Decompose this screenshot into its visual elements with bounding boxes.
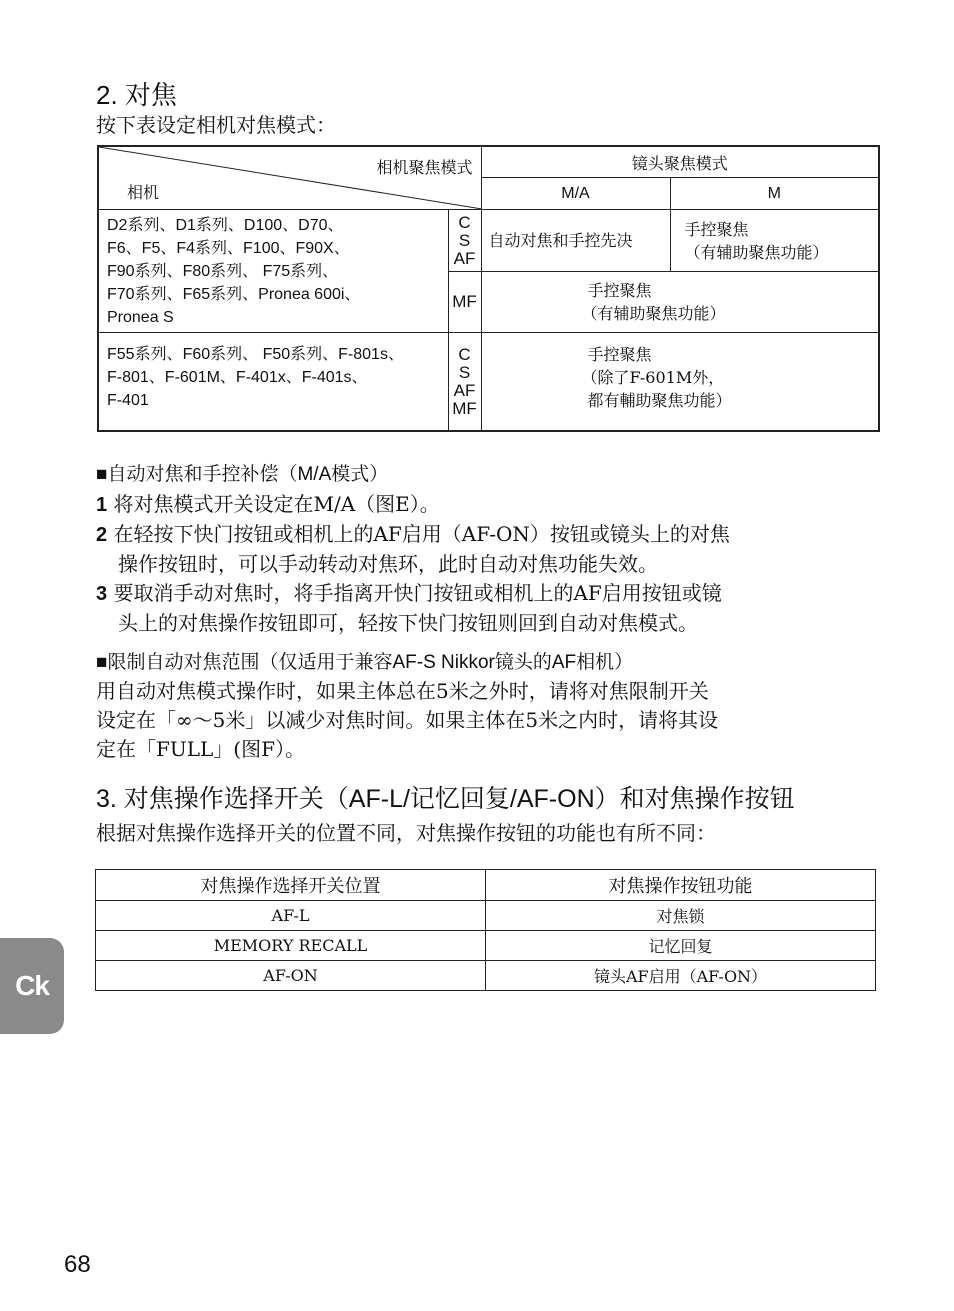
focus-button-table [95, 869, 876, 991]
mode-letter: AF [453, 248, 476, 268]
mode-letter: MF [452, 398, 477, 418]
para-line: 定在「FULL」(图F）。 [96, 737, 305, 761]
step-2 [96, 520, 896, 579]
page-number: 68 [64, 1251, 91, 1278]
camera-line: F6、F5、F4系列、F100、F90X、 [107, 239, 350, 257]
step-3 [96, 579, 896, 638]
step-text-cont: 头上的对焦操作按钮即可，轻按下快门按钮则回到自动对焦模式。 [118, 611, 698, 635]
table-cell: 记忆回复 [486, 931, 876, 961]
cell-line: 手控聚焦 [587, 345, 652, 365]
table-row [96, 931, 876, 961]
cell-line: 手控聚焦 [684, 219, 749, 239]
corner-bottom-label: 相机 [127, 185, 160, 203]
mf-cell [481, 272, 879, 333]
col-header-ma: M/A [481, 178, 670, 210]
mode-letter: C [458, 212, 471, 232]
ma-steps [96, 490, 896, 638]
corner-top-label: 相机聚焦模式 [376, 160, 473, 178]
section-2-title: 2. 对焦 [96, 80, 177, 110]
camera-line: F90系列、F80系列、 F75系列、 [107, 262, 339, 280]
camera-line: F-801、F-601M、F-401x、F-401s、 [107, 369, 368, 387]
mode-letter: S [458, 230, 471, 250]
section-3-intro: 根据对焦操作选择开关的位置不同，对焦操作按钮的功能也有所不同： [96, 821, 716, 845]
step-text: 要取消手动对焦时，将手指离开快门按钮或相机上的AF启用按钮或镜 [113, 581, 722, 605]
mode-csaf [448, 210, 481, 272]
col-header: 对焦操作选择开关位置 [96, 870, 486, 901]
focus-mode-table [97, 145, 880, 432]
step-1 [96, 490, 896, 520]
language-tab: Ck [0, 938, 64, 1034]
csaf-ma-cell: 自动对焦和手控先决 [481, 210, 670, 272]
table-cell: MEMORY RECALL [96, 931, 486, 961]
cell-line: （有辅助聚焦功能） [684, 242, 829, 262]
mode-all [448, 333, 481, 431]
cell-line: 手控聚焦 [587, 281, 652, 301]
para-line: 设定在「∞～5米」以减少对焦时间。如果主体在5米之内时，请将其设 [96, 708, 719, 732]
table-row [96, 901, 876, 931]
step-text-cont: 操作按钮时，可以手动转动对焦环，此时自动对焦功能失效。 [118, 552, 658, 576]
camera-line: Pronea S [107, 308, 174, 326]
mode-letter: AF [453, 380, 476, 400]
step-text: 在轻按下快门按钮或相机上的AF启用（AF-ON）按钮或镜头上的对焦 [113, 522, 730, 546]
csaf-m-cell [670, 210, 879, 272]
cell-line: （有辅助聚焦功能） [581, 304, 726, 324]
limit-paragraph [96, 677, 896, 764]
table-cell: 对焦锁 [486, 901, 876, 931]
camera-group-2 [98, 333, 448, 431]
para-line: 用自动对焦模式操作时，如果主体总在5米之外时，请将对焦限制开关 [96, 679, 709, 703]
camera-line: F70系列、F65系列、Pronea 600i、 [107, 285, 361, 303]
cell-line: 都有輔助聚焦功能） [587, 391, 732, 411]
cell-line: （除了F-601M外， [581, 368, 725, 388]
lens-mode-header: 镜头聚焦模式 [481, 146, 879, 178]
step-number: 1 [96, 494, 108, 516]
step-number: 3 [96, 583, 108, 605]
col-header: 对焦操作按钮功能 [486, 870, 876, 901]
camera-line: F55系列、F60系列、 F50系列、F-801s、 [107, 346, 404, 364]
section-3-title: 3. 对焦操作选择开关（AF-L/记忆回复/AF-ON）和对焦操作按钮 [96, 785, 795, 813]
ma-heading: ■自动对焦和手控补偿（M/A模式） [96, 464, 389, 485]
camera-group-1 [98, 210, 448, 333]
mode-mf: MF [448, 272, 481, 333]
step-text: 将对焦模式开关设定在M/A（图E）。 [113, 492, 440, 516]
group-2-cell [481, 333, 879, 431]
section-2-intro: 按下表设定相机对焦模式： [96, 113, 336, 137]
table-corner-cell [98, 146, 481, 210]
camera-line: F-401 [107, 392, 149, 410]
mode-letter: C [458, 344, 471, 364]
table-row [96, 961, 876, 991]
camera-line: D2系列、D1系列、D100、D70、 [107, 216, 344, 234]
step-number: 2 [96, 524, 108, 546]
table-cell: 镜头AF启用（AF-ON） [486, 961, 876, 991]
table-cell: AF-ON [96, 961, 486, 991]
limit-heading: ■限制自动对焦范围（仅适用于兼容AF-S Nikkor镜头的AF相机） [96, 652, 634, 673]
table-cell: AF-L [96, 901, 486, 931]
mode-letter: S [458, 362, 471, 382]
col-header-m: M [670, 178, 879, 210]
